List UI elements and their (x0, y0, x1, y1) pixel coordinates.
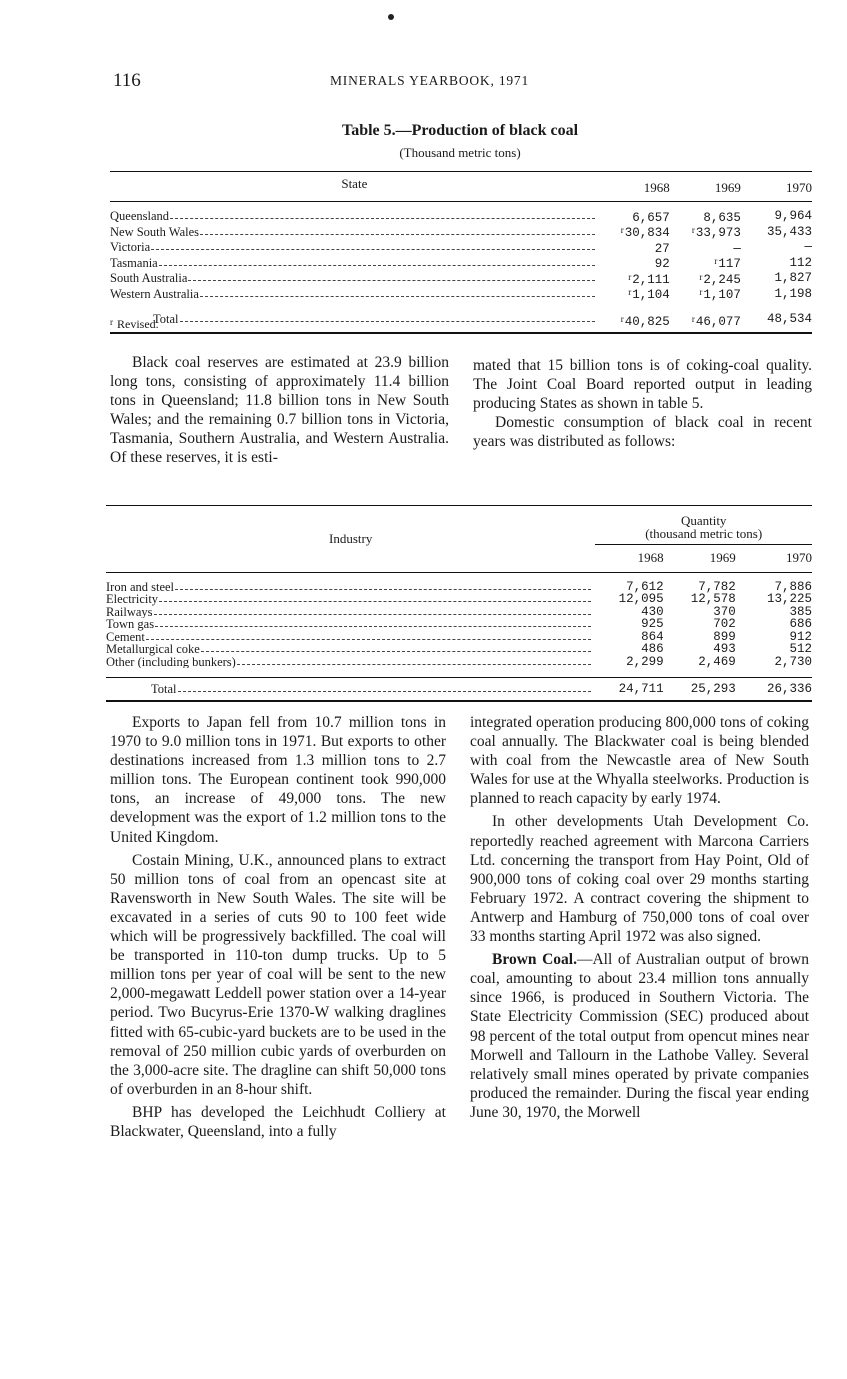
running-head: MINERALS YEARBOOK, 1971 (330, 73, 530, 88)
table5-header-row (110, 172, 812, 202)
paragraph: Costain Mining, U.K., announced plans to extract 50 million tons of coal from an opencast site at Ravensworth in New South Wales. The site will be excavated in a series of cuts 90 to 100 feet wide which will be progressively backfilled. The coal will be transported in 110-ton dump trucks. Up to 5 million tons per year of coal will be sent to the new 2,000-megawatt Leddell power station over a 14-year period. Two Bucyrus-Erie 1370-W walking draglines fitted with 65-cubic-yard buckets are to be used in the removal of 250 million cubic yards of overburden on the 3,000-acre site. The dragline can shift 50,000 tons of overburden in an 8-hour shift. (110, 851, 446, 1098)
table5-row (110, 209, 812, 225)
consumption-total-1970: 26,336 (740, 677, 812, 701)
table5-state-label: Western Australia (110, 287, 199, 300)
consumption-industry-label: Town gas (106, 618, 155, 631)
consumption-col-industry: Industry (106, 506, 595, 573)
table5-cell-1969: 33,973 (695, 226, 741, 240)
revised-mark: r (714, 256, 718, 266)
consumption-total-1968: 24,711 (595, 677, 667, 701)
table5-cell-1968: 27 (654, 241, 670, 256)
consumption-cell-1970: 2,730 (774, 654, 812, 669)
consumption-row (106, 631, 812, 644)
paragraph: Domestic consumption of black coal in recent years was distributed as follows: (473, 414, 812, 451)
table5-cell-1969: 8,635 (703, 210, 741, 225)
consumption-cell-1970: 385 (789, 604, 812, 619)
paragraph: integrated operation producing 800,000 tons of coking coal annually. The Blackwater coal is being blended with coal from the Newcastle area of New South Wales for use at the Whyalla steelworks. Production is planned to reach capacity by early 1974. (470, 714, 809, 808)
text-column-right (470, 713, 809, 1122)
consumption-cell-1968: 864 (641, 629, 664, 644)
table5-cell-1968: 2,111 (632, 272, 670, 287)
consumption-cell-1968: 12,095 (618, 592, 664, 606)
table5-cell-1969: — (733, 241, 741, 256)
consumption-industry-label: Metallurgical coke (106, 643, 200, 656)
table5-cell-1969: 117 (718, 257, 741, 271)
text-column-left-top (110, 353, 449, 468)
table5-row (110, 271, 812, 287)
table5-total-label: Total (153, 312, 179, 325)
consumption-cell-1969: 2,469 (698, 654, 736, 669)
table5-cell-1968: 1,104 (632, 288, 670, 302)
table5-title: Table 5.—Production of black coal (341, 122, 579, 139)
table5-state-label: New South Wales (110, 225, 200, 238)
table5-cell-1968: 6,657 (632, 210, 670, 225)
consumption-cell-1969: 7,782 (698, 579, 736, 594)
table5-cell-1969: 1,107 (703, 288, 741, 302)
consumption-col-1970: 1970 (740, 545, 812, 573)
consumption-cell-1970: 912 (789, 629, 812, 644)
revised-mark: r (699, 271, 703, 282)
consumption-cell-1970: 686 (789, 617, 812, 631)
revised-mark: r (691, 225, 695, 235)
table5-row (110, 286, 812, 302)
revised-mark: r (628, 287, 632, 297)
consumption-cell-1970: 7,886 (774, 579, 812, 594)
revised-mark: r (691, 313, 695, 324)
section-heading-brown-coal: Brown Coal. (492, 951, 577, 969)
paragraph: Exports to Japan fell from 10.7 million tons in 1970 to 9.0 million tons in 1971. But exports to other destinations increased from 1.3 million tons to 2.7 million tons. The European continent took 990,000 tons, an increase of 49,000 tons. The new development was the export of 1.2 million tons to the United Kingdom. (110, 714, 446, 846)
paragraph: Black coal reserves are estimated at 23.9 billion long tons, consisting of approximately 11.4 billion tons in Queensland; 11.8 billion tons in New South Wales; and the remaining 0.7 billion tons in Victoria, Tasmania, Southern Australia, and Western Australia. Of these reserves, it is esti- (110, 354, 449, 467)
consumption-row (106, 618, 812, 631)
consumption-cell-1969: 899 (713, 629, 736, 644)
paragraph: In other developments Utah Development Co. reportedly reached agreement with Marcona Carriers Ltd. concerning the transport from Hay Point, Old of 900,000 tons of coking coal over 29 months starting February 1972. A contract covering the shipment to Antwerp and Hamburg of 750,000 tons of coal over 33 months starting April 1972 was also signed. (470, 813, 809, 946)
paragraph: BHP has developed the Leichhudt Colliery at Blackwater, Queensland, into a fully (110, 1103, 446, 1140)
table5-subtitle: (Thousand metric tons) (399, 145, 521, 160)
consumption-cell-1970: 512 (789, 642, 812, 656)
revised-mark: r (699, 287, 703, 297)
consumption-cell-1968: 7,612 (626, 579, 664, 594)
table5-cell-1968: 92 (654, 257, 670, 271)
table5-state-label: Victoria (110, 241, 151, 254)
table5-total-1968: 40,825 (624, 314, 670, 329)
consumption-total-row (106, 677, 812, 701)
table5-row (110, 240, 812, 256)
consumption-col-1968: 1968 (595, 545, 667, 573)
consumption-row (106, 606, 812, 619)
consumption-industry-label: Cement (106, 630, 145, 643)
text-column-left (110, 713, 446, 1141)
table5-footnote: $^r$ Revised. (110, 317, 159, 331)
consumption-row (106, 643, 812, 656)
page-mark-dot (388, 14, 394, 20)
consumption-col-quantity: Quantity (thousand metric tons) (595, 506, 812, 545)
table5-cell-1970: 1,198 (774, 286, 812, 301)
consumption-cell-1969: 702 (713, 617, 736, 631)
table5-total-1969: 46,077 (695, 314, 741, 329)
revised-mark: r (628, 271, 632, 282)
consumption-cell-1968: 2,299 (626, 654, 664, 669)
table5-col-state: State (110, 172, 599, 202)
revised-mark: r (620, 313, 624, 324)
table5-total-row (110, 313, 812, 333)
page-number: 116 (113, 70, 141, 91)
consumption-cell-1968: 430 (641, 604, 664, 619)
table5-state-label: South Australia (110, 272, 188, 285)
consumption-total-label: Total (151, 682, 177, 695)
paragraph: Brown Coal.—All of Australian output of brown coal, amounting to about 23.4 million tons annually since 1966, is produced in Southern Victoria. The State Electricity Commission (SEC) produced about 98 percent of the total output from opencut mines near Morwell and Tallourn in the Lathobe Valley. Several relatively small mines operated by private companies produced the remainder. During the fiscal year ending June 30, 1970, the Morwell (470, 951, 809, 1121)
table5-row (110, 255, 812, 271)
paragraph: mated that 15 billion tons is of coking-coal quality. The Joint Coal Board reported output in leading producing States as shown in table 5. (473, 357, 812, 413)
consumption-industry-label: Electricity (106, 593, 159, 606)
table5-col-1969: 1969 (670, 172, 741, 202)
table5-col-1968: 1968 (599, 172, 670, 202)
table5-cell-1970: 112 (789, 255, 812, 270)
consumption-row (106, 656, 812, 669)
table5-cell-1970: — (804, 240, 812, 254)
consumption-col-1969: 1969 (668, 545, 740, 573)
consumption-table (106, 505, 812, 702)
table5-cell-1970: 1,827 (774, 271, 812, 285)
consumption-industry-label: Other (including bunkers) (106, 655, 236, 668)
consumption-cell-1968: 925 (641, 617, 664, 631)
text-column-right-top (473, 356, 812, 451)
table5-cell-1970: 9,964 (774, 209, 812, 223)
consumption-industry-label: Railways (106, 605, 153, 618)
table5 (110, 171, 812, 334)
consumption-cell-1969: 370 (713, 604, 736, 619)
table5-total-1970: 48,534 (766, 311, 812, 326)
table5-col-1970: 1970 (741, 172, 812, 202)
table5-state-label: Tasmania (110, 256, 158, 269)
table5-row (110, 224, 812, 240)
consumption-cell-1968: 486 (641, 642, 664, 656)
table5-state-label: Queensland (110, 210, 170, 223)
consumption-total-1969: 25,293 (668, 677, 740, 701)
consumption-industry-label: Iron and steel (106, 580, 175, 593)
consumption-row (106, 593, 812, 606)
consumption-cell-1969: 493 (713, 642, 736, 656)
revised-mark: r (620, 225, 624, 235)
consumption-cell-1970: 13,225 (766, 592, 812, 606)
table5-cell-1968: 30,834 (624, 226, 670, 240)
table5-cell-1969: 2,245 (703, 272, 741, 287)
table5-cell-1970: 35,433 (766, 224, 812, 239)
consumption-cell-1969: 12,578 (690, 592, 736, 606)
